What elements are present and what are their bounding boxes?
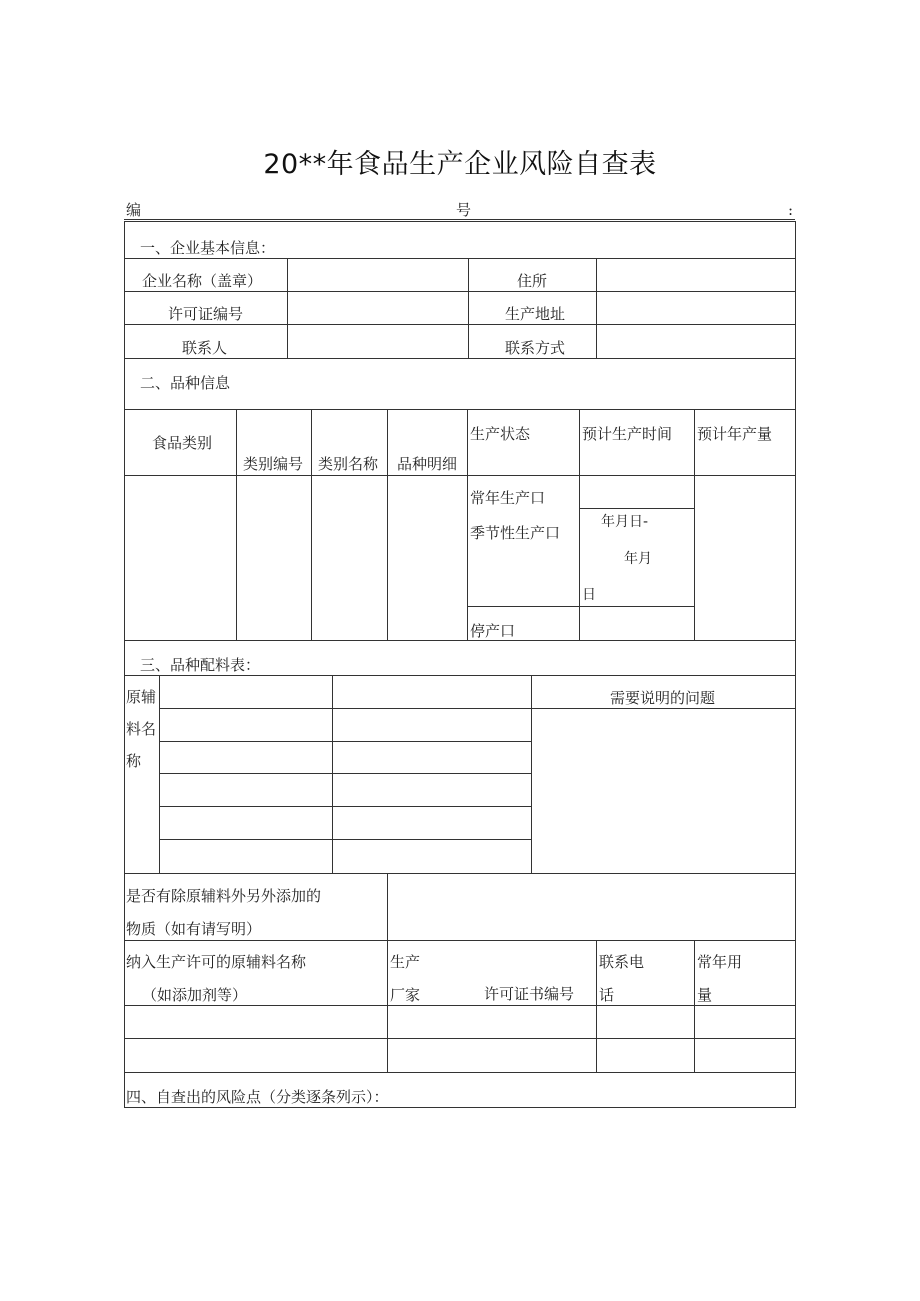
production-status-header: 生产状态 — [470, 425, 531, 443]
license-no-field[interactable] — [289, 293, 466, 323]
contact-method-label: 联系方式 — [505, 339, 566, 357]
category-name-header: 类别名称 — [318, 455, 379, 473]
additional-substance-field[interactable] — [389, 875, 794, 939]
year-round-option[interactable]: 常年生产口 — [470, 489, 546, 507]
date-range-line3: 日 — [582, 587, 596, 603]
variety-detail-header: 品种明细 — [397, 455, 458, 473]
contact-person-field[interactable] — [289, 326, 466, 357]
license-cert-no-label: 许可证书编号 — [484, 985, 575, 1003]
number-label-left: 编 — [126, 201, 142, 219]
contact-method-field[interactable] — [598, 326, 794, 357]
page-title: 20**年食品生产企业风险自查表 — [263, 149, 657, 180]
expected-time-header: 预计生产时间 — [582, 425, 673, 443]
expected-output-header: 预计年产量 — [697, 425, 773, 443]
manufacturer-label-1: 生产 — [390, 953, 421, 971]
seasonal-option[interactable]: 季节性生产口 — [470, 524, 561, 542]
number-label-middle: 号 — [456, 201, 472, 219]
phone-label-2: 话 — [599, 986, 615, 1004]
category-code-header: 类别编号 — [243, 455, 304, 473]
manufacturer-label-2: 厂家 — [390, 986, 421, 1004]
production-address-field[interactable] — [598, 293, 794, 323]
annual-usage-label-1: 常年用 — [697, 953, 743, 971]
raw-material-label-1: 原辅 — [126, 688, 157, 706]
date-range-line2: 年月 — [624, 551, 652, 567]
issues-header: 需要说明的问题 — [610, 689, 716, 707]
licensed-material-label-1: 纳入生产许可的原辅料名称 — [126, 953, 307, 971]
number-underline — [124, 219, 795, 220]
annual-usage-label-2: 量 — [697, 986, 713, 1004]
production-address-label: 生产地址 — [505, 305, 566, 323]
phone-label-1: 联系电 — [599, 953, 645, 971]
section1-heading: 一、企业基本信息： — [140, 239, 276, 257]
section4-heading: 四、自查出的风险点（分类逐条列示）： — [126, 1088, 389, 1106]
date-range-line1: 年月日- — [601, 514, 649, 530]
license-no-label: 许可证编号 — [168, 305, 244, 323]
additional-question-line2: 物质（如有请写明） — [126, 920, 262, 938]
address-label: 住所 — [517, 272, 548, 290]
licensed-material-label-2: （如添加剂等） — [142, 986, 248, 1004]
raw-material-label-2: 料名 — [126, 720, 157, 738]
food-category-header: 食品类别 — [152, 434, 213, 452]
raw-material-label-3: 称 — [126, 752, 142, 770]
company-name-label: 企业名称（盖章） — [142, 272, 263, 290]
additional-question-line1: 是否有除原辅料外另外添加的 — [126, 887, 322, 905]
address-field[interactable] — [598, 260, 794, 290]
contact-person-label: 联系人 — [182, 339, 228, 357]
section3-heading: 三、品种配料表： — [140, 656, 261, 674]
company-name-field[interactable] — [289, 260, 466, 290]
section2-heading: 二、品种信息 — [140, 374, 231, 392]
number-label-colon: : — [788, 201, 794, 219]
stopped-option[interactable]: 停产口 — [470, 622, 516, 640]
